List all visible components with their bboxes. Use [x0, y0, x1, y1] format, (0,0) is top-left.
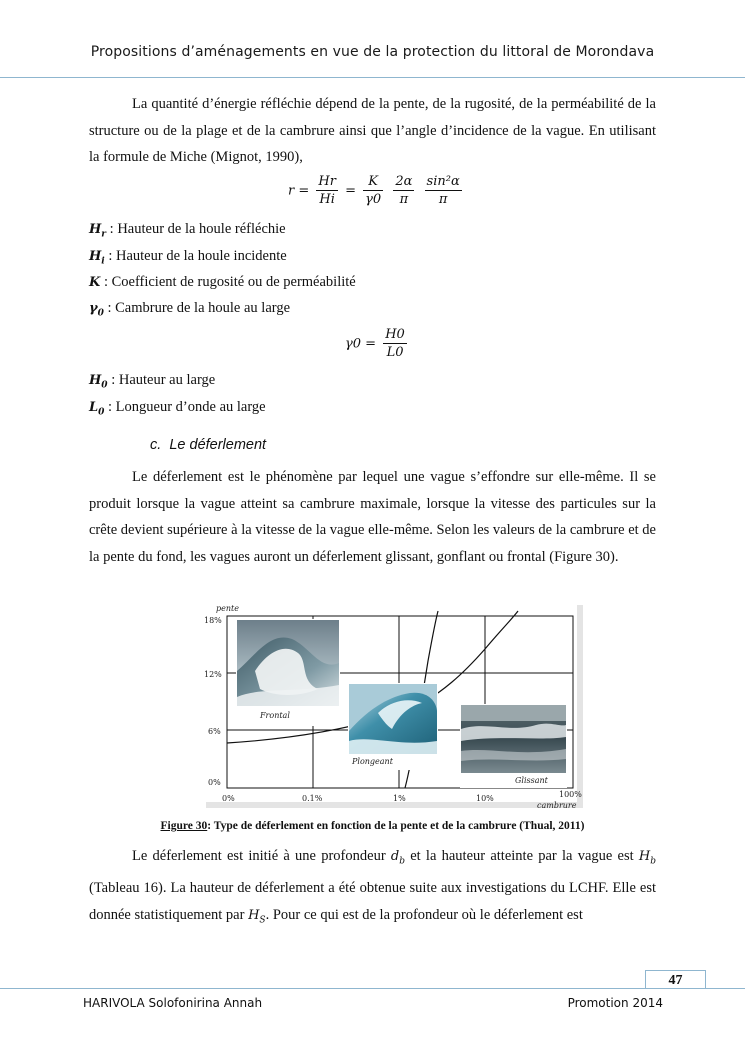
definition-k: K : Coefficient de rugosité ou de perméabilité: [89, 274, 356, 290]
paragraph-reflection: La quantité d’énergie réfléchie dépend de la pente, de la rugosité, de la perméabilité de la structure ou de la plage et de la cambrure ainsi que l’angle d’incidence de la vague. En utilisant la formule de Miche (Mignot, 1990),: [89, 96, 656, 166]
footer-rule: [0, 988, 745, 989]
section-heading: [150, 437, 266, 453]
photo-label-frontal: Frontal: [260, 711, 290, 720]
fraction-hr-hi: [316, 174, 338, 208]
x-tick: 10%: [476, 794, 494, 803]
definition-h0: $H_0$ : Hauteur au large: [89, 372, 216, 391]
x-axis-label: cambrure: [537, 801, 577, 808]
frac-num: H0: [385, 327, 405, 342]
y-tick: 6%: [208, 727, 221, 736]
photo-plongeant: [348, 683, 438, 770]
frac-den: π: [399, 192, 409, 207]
photo-label-plongeant: Plongeant: [352, 757, 393, 766]
frac-num: sin²α: [426, 174, 460, 189]
frac-den: γ0: [365, 192, 382, 207]
x-tick: 1%: [393, 794, 406, 803]
formula-lhs: r =: [288, 183, 310, 199]
frac-num: Hr: [318, 174, 336, 189]
y-tick: 12%: [204, 670, 222, 679]
footer-author: HARIVOLA Solofonirina Annah: [83, 996, 263, 1010]
figure-breaking-types: [200, 601, 583, 808]
fraction-2alpha-pi: [393, 174, 414, 208]
section-label: c.: [150, 437, 162, 453]
photo-glissant: [460, 704, 567, 788]
paragraph-breaking-depth: Le déferlement est initié à une profondeur $d_b$ et la hauteur atteinte par la vague est $H_b$ (Tableau 16). La hauteur de déferlement a été obtenue suite aux investigations du LCHF. Elle est donnée statistiquement par $H_S$. Pour ce qui est de la profondeur où le déferlement est: [89, 848, 656, 926]
formula-gamma-lhs: γ0 =: [345, 336, 377, 352]
header-rule: [0, 77, 745, 78]
frac-num: K: [363, 174, 383, 191]
fraction-h0-l0: [383, 327, 407, 361]
frac-den: Hi: [319, 192, 335, 207]
formula-miche: [288, 174, 465, 208]
formula-eq: =: [345, 183, 356, 199]
y-axis-label: pente: [216, 604, 239, 613]
page-number: 47: [645, 970, 706, 989]
frac-den: π: [438, 192, 448, 207]
x-tick: 0.1%: [302, 794, 323, 803]
fraction-k-gamma: [363, 174, 383, 208]
photo-frontal: [236, 619, 340, 726]
y-tick: 18%: [204, 616, 222, 625]
footer-promotion: Promotion 2014: [567, 996, 663, 1010]
x-tick: 0%: [222, 794, 235, 803]
paragraph-deferlement: Le déferlement est le phénomène par lequel une vague s’effondre sur elle-même. Il se produit lorsque la vague atteint sa cambrure maximale, lorsque la vitesse des particules sur la crête devient supérieure à la vitesse de la vague elle-même. Selon les valeurs de la cambrure et de la pente du fond, les vagues auront un déferlement glissant, gonflant ou frontal (Figure 30).: [89, 469, 656, 566]
fraction-sin-pi: [425, 174, 462, 208]
photo-label-glissant: Glissant: [515, 776, 548, 785]
caption-text: : Type de déferlement en fonction de la pente et de la cambrure (Thual, 2011): [207, 820, 585, 832]
section-title: Le déferlement: [169, 437, 267, 453]
caption-label: Figure 30: [160, 820, 208, 832]
definition-l0: $L_0$ : Longueur d’onde au large: [89, 399, 266, 418]
y-tick: 0%: [208, 778, 221, 787]
x-tick: 100%: [559, 790, 582, 799]
page-header-title: Propositions d’aménagements en vue de la protection du littoral de Morondava: [90, 44, 655, 60]
breaking-chart: [200, 601, 583, 808]
frac-den: L0: [386, 345, 404, 360]
definition-gamma0: $\gamma_0$ : Cambrure de la houle au large: [89, 300, 291, 319]
formula-gamma0: [345, 327, 410, 361]
figure-caption: [0, 820, 745, 832]
definition-hi: $H_i$ : Hauteur de la houle incidente: [89, 248, 287, 267]
frac-num: 2α: [395, 174, 413, 189]
definition-hr: $H_r$ : Hauteur de la houle réfléchie: [89, 221, 286, 240]
